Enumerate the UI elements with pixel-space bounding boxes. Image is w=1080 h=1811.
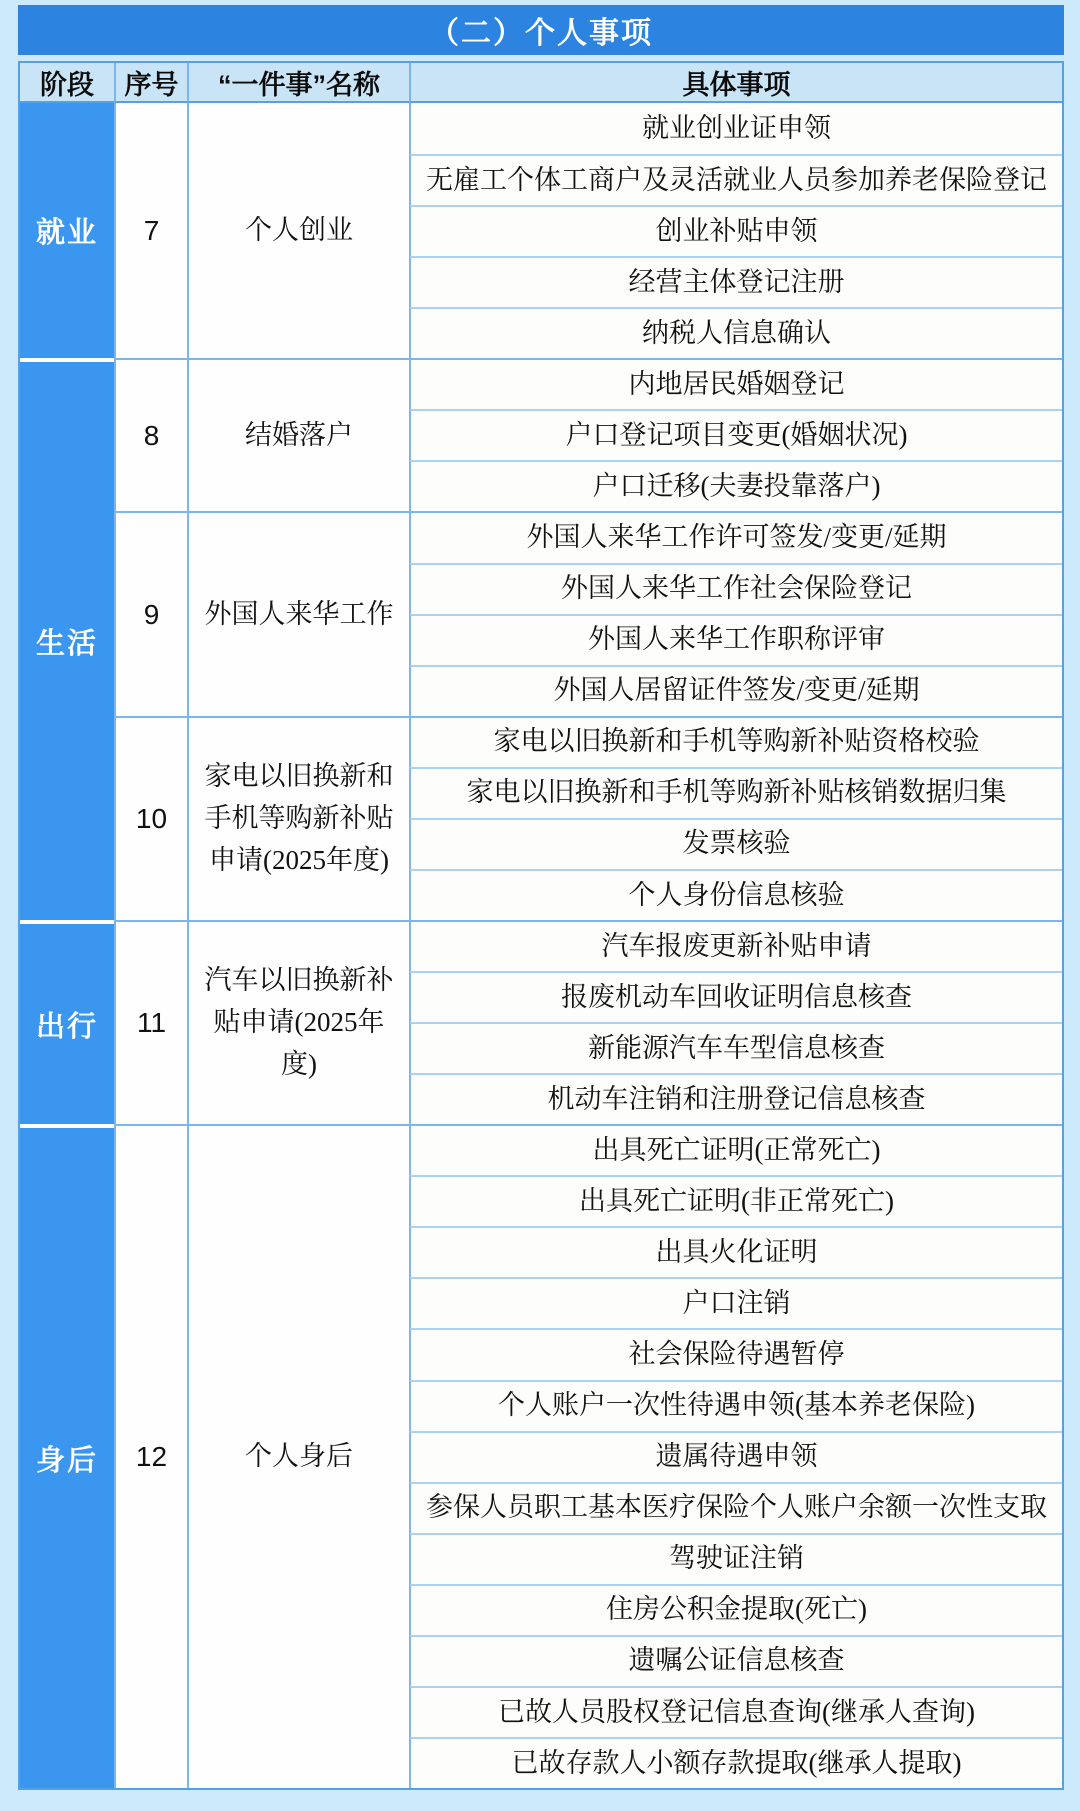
item-cell: 出具死亡证明(非正常死亡) [409, 1175, 1062, 1226]
item-cell: 已故人员股权登记信息查询(继承人查询) [409, 1686, 1062, 1737]
item-cell: 无雇工个体工商户及灵活就业人员参加养老保险登记 [409, 154, 1062, 205]
item-cell: 个人账户一次性待遇申领(基本养老保险) [409, 1380, 1062, 1431]
stage-cell-afterlife: 身后 [20, 1124, 114, 1788]
stage-cell-life: 生活 [20, 358, 114, 920]
item-cell: 遗嘱公证信息核查 [409, 1635, 1062, 1686]
item-cell: 外国人来华工作许可签发/变更/延期 [409, 511, 1062, 562]
group-name: 个人身后 [187, 1124, 409, 1788]
group-name: 外国人来华工作 [187, 511, 409, 715]
item-cell: 个人身份信息核验 [409, 869, 1062, 920]
group-number: 12 [114, 1124, 187, 1788]
item-cell: 汽车报废更新补贴申请 [409, 920, 1062, 971]
item-cell: 户口注销 [409, 1277, 1062, 1328]
item-cell: 纳税人信息确认 [409, 307, 1062, 358]
item-cell: 户口迁移(夫妻投靠落户) [409, 460, 1062, 511]
item-cell: 家电以旧换新和手机等购新补贴资格校验 [409, 716, 1062, 767]
group-number: 7 [114, 103, 187, 358]
item-cell: 外国人居留证件签发/变更/延期 [409, 665, 1062, 716]
col-header-items: 具体事项 [409, 63, 1062, 103]
item-cell: 内地居民婚姻登记 [409, 358, 1062, 409]
item-cell: 驾驶证注销 [409, 1533, 1062, 1584]
item-cell: 机动车注销和注册登记信息核查 [409, 1073, 1062, 1124]
section-title: （二）个人事项 [18, 5, 1064, 55]
item-cell: 户口登记项目变更(婚姻状况) [409, 409, 1062, 460]
group-name: 汽车以旧换新补贴申请(2025年度) [187, 920, 409, 1124]
group-name: 结婚落户 [187, 358, 409, 511]
col-header-stage: 阶段 [20, 63, 114, 103]
group-name: 家电以旧换新和手机等购新补贴申请(2025年度) [187, 716, 409, 920]
item-cell: 外国人来华工作职称评审 [409, 614, 1062, 665]
item-cell: 经营主体登记注册 [409, 256, 1062, 307]
item-cell: 社会保险待遇暂停 [409, 1328, 1062, 1379]
item-cell: 就业创业证申领 [409, 103, 1062, 154]
item-cell: 参保人员职工基本医疗保险个人账户余额一次性支取 [409, 1482, 1062, 1533]
item-cell: 家电以旧换新和手机等购新补贴核销数据归集 [409, 767, 1062, 818]
item-cell: 创业补贴申领 [409, 205, 1062, 256]
item-cell: 住房公积金提取(死亡) [409, 1584, 1062, 1635]
group-name: 个人创业 [187, 103, 409, 358]
stage-cell-employment: 就业 [20, 103, 114, 358]
col-header-name: “一件事”名称 [187, 63, 409, 103]
personal-matters-table [18, 61, 1064, 1790]
group-number: 9 [114, 511, 187, 715]
item-cell: 报废机动车回收证明信息核查 [409, 971, 1062, 1022]
group-number: 8 [114, 358, 187, 511]
item-cell: 已故存款人小额存款提取(继承人提取) [409, 1737, 1062, 1788]
item-cell: 出具死亡证明(正常死亡) [409, 1124, 1062, 1175]
col-header-number: 序号 [114, 63, 187, 103]
group-number: 10 [114, 716, 187, 920]
item-cell: 发票核验 [409, 818, 1062, 869]
group-number: 11 [114, 920, 187, 1124]
item-cell: 新能源汽车车型信息核查 [409, 1022, 1062, 1073]
item-cell: 遗属待遇申领 [409, 1431, 1062, 1482]
item-cell: 外国人来华工作社会保险登记 [409, 563, 1062, 614]
stage-cell-travel: 出行 [20, 920, 114, 1124]
item-cell: 出具火化证明 [409, 1226, 1062, 1277]
